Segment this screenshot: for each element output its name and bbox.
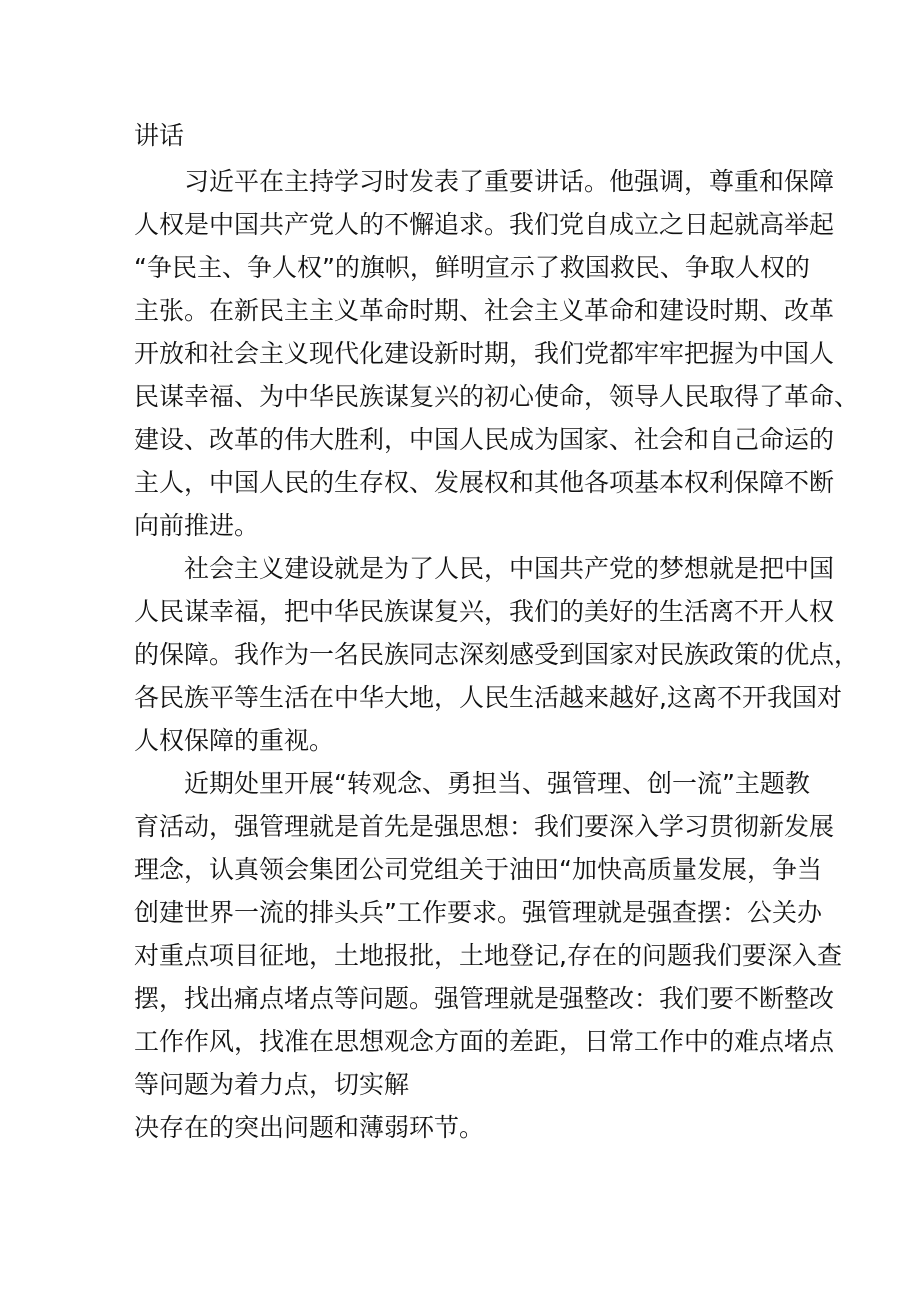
paragraph-2-line-4: 各民族平等生活在中华大地，人民生活越来越好,这离不开我国对 xyxy=(134,683,842,712)
paragraph-3-line-6: 摆，找出痛点堵点等问题。强管理就是强整改：我们要不断整改 xyxy=(134,984,835,1013)
paragraph-1-line-3: “争民主、争人权”的旗帜，鲜明宣示了救国救民、争取人权的 xyxy=(134,253,810,282)
paragraph-2-line-5: 人权保障的重视。 xyxy=(134,726,335,755)
paragraph-3-line-3: 理念，认真领会集团公司党组关于油田“加快高质量发展，争当 xyxy=(134,855,822,884)
paragraph-2-line-1: 社会主义建设就是为了人民，中国共产党的梦想就是把中国 xyxy=(184,554,835,583)
paragraph-2-line-3: 的保障。我作为一名民族同志深刻感受到国家对民族政策的优点， xyxy=(134,640,860,669)
paragraph-1-line-9: 向前推进。 xyxy=(134,511,260,540)
paragraph-3-line-9: 决存在的突出问题和薄弱环节。 xyxy=(134,1113,485,1142)
paragraph-3-line-8: 等问题为着力点，切实解 xyxy=(134,1070,410,1099)
paragraph-1-line-2: 人权是中国共产党人的不懈追求。我们党自成立之日起就高举起 xyxy=(134,210,835,239)
paragraph-1-line-4: 主张。在新民主主义革命时期、社会主义革命和建设时期、改革 xyxy=(134,296,835,325)
paragraph-3-line-7: 工作作风，找准在思想观念方面的差距，日常工作中的难点堵点 xyxy=(134,1027,835,1056)
paragraph-3-line-2: 育活动，强管理就是首先是强思想：我们要深入学习贯彻新发展 xyxy=(134,812,835,841)
paragraph-3-line-5: 对重点项目征地，土地报批，土地登记,存在的问题我们要深入查 xyxy=(134,941,842,970)
paragraph-1-line-1: 习近平在主持学习时发表了重要讲话。他强调，尊重和保障 xyxy=(184,167,835,196)
heading-fragment: 讲话 xyxy=(134,121,185,150)
paragraph-1-line-5: 开放和社会主义现代化建设新时期，我们党都牢牢把握为中国人 xyxy=(134,339,835,368)
paragraph-1-line-6: 民谋幸福、为中华民族谋复兴的初心使命，领导人民取得了革命、 xyxy=(134,382,860,411)
paragraph-3-line-4: 创建世界一流的排头兵”工作要求。强管理就是强查摆：公关办 xyxy=(134,898,822,927)
paragraph-3-line-1: 近期处里开展“转观念、勇担当、强管理、创一流”主题教 xyxy=(184,769,810,798)
paragraph-1-line-8: 主人，中国人民的生存权、发展权和其他各项基本权利保障不断 xyxy=(134,468,835,497)
paragraph-2-line-2: 人民谋幸福，把中华民族谋复兴，我们的美好的生活离不开人权 xyxy=(134,597,835,626)
paragraph-1-line-7: 建设、改革的伟大胜利，中国人民成为国家、社会和自己命运的 xyxy=(134,425,835,454)
